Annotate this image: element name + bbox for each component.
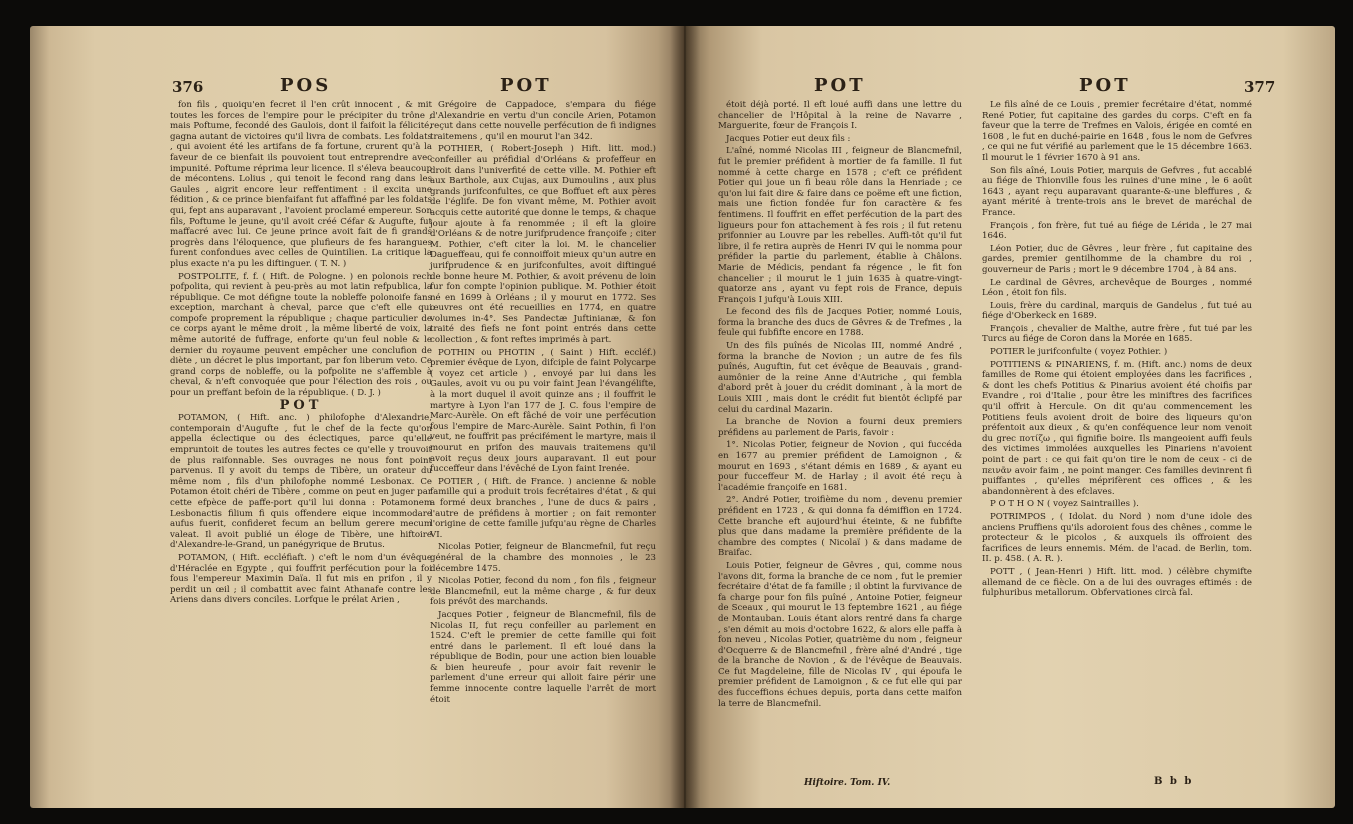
entry-text: Léon Potier, duc de Gêvres , leur frère , fut capitaine des gardes, premier gentilhomme de la chambre du roi , gouverneur de Paris ; mort le 9 décembre 1704 , à 84 ans. xyxy=(982,243,1252,275)
entry-text: Grégoire de Cappadoce, s'empara du fiége d'Alexandrie en vertu d'un concile Arien, Potamon reçut dans cette nouvelle perfécution de fi indignes traitemens , qu'il en mourut l'an 342. xyxy=(430,100,656,142)
entry-text: Jacques Potier eut deux fils : xyxy=(726,133,851,144)
entry-pothon: P O T H O N ( voyez Saintrailles ). xyxy=(990,499,1139,510)
entry-postpolite: POSTPOLITE, f. f. ( Hift. de Pologne. ) en polonois rech pofpolita, qui revient à peu-près au mot latin refpublica, la république. Ce mot défigne toute la nobleffe polonoife fans exception, marchant à cheval, parce que c'eft elle qui compofe proprement la république ; chaque particulier de ce corps ayant le même droit , la même liberté de voix, la même autorité de fuffrage, enforte qu'un feul noble & le dernier du royaume peuvent empêcher une conclufion de diète , un décret le plus important, par fon liberum veto. Ce grand corps de nobleffe, ou la pofpolite ne s'affemble à cheval, & n'eft convoquée que pour l'élection des rois , ou pour un preffant befoin de la république. ( D. J. ) xyxy=(170,271,432,399)
left-column-1 xyxy=(170,100,432,608)
entry-text: Louis, frère du cardinal, marquis de Gandelus , fut tué au fiége d'Oberkeck en 1689. xyxy=(982,300,1252,322)
right-page-header xyxy=(684,72,1335,98)
entry-text: Le cardinal de Gêvres, archevêque de Bourges , nommé Léon , étoit fon fils. xyxy=(982,277,1252,299)
entry-text: L'aîné, nommé Nicolas III , feigneur de Blancmefnil, fut le premier préfident à mortier de fa famille. Il fut nommé à cette charge en 1578 ; c'eft ce préfident Potier qui joue un fi beau rôle dans la Henriade ; ce qu'on lui fait dire & faire dans ce poëme eft une fiction, mais une fiction fondée fur fon caractère & fes fentimens. Il fouffrit en effet perfécution de la part des ligueurs pour fon attachement à fes rois ; il fut retenu prifonnier au Louvre par les rebelles. Auffi-tôt qu'il fut libre, il fe retira auprès de Henri IV qui le nomma pour préfider la partie du parlement, établie à Châlons. Marie de Médicis, pendant fa régence , le fit fon chancelier ; il mourut le 1 juin 1635 à quatre-vingt-quatorze ans , ayant vu fept rois de France, depuis François I jufqu'à Louis XIII. xyxy=(718,146,962,305)
entry-text: Nicolas Potier, fecond du nom , fon fils , feigneur de Blancmefnil, eut la même charge , & fur deux fois prévôt des marchands. xyxy=(430,576,656,608)
entry-pothin: POTHIN ou PHOTIN , ( Saint ) Hift. eccléf.) premier évêque de Lyon, difciple de faint Polycarpe ( voyez cet article ) , envoyé par lui dans les Gaules, avoit vu ou pu voir faint Jean l'évangélifte, à la mort duquel il avoit quinze ans ; il fouffrit le martyre à Lyon l'an 177 de J. C. fous l'empire de Marc-Aurèle. On eft fâché de voir une perfécution fous l'empire de Marc-Aurèle. Saint Pothin, fi l'on veut, ne fouffrit pas précifément le martyre, mais il mourut en prifon des mauvais traitemens qu'il avoit reçus deux jours auparavant. Il eut pour fucceffeur dans l'évêché de Lyon faint Irenée. xyxy=(430,347,656,475)
running-head: POT xyxy=(814,75,866,96)
page-number: 377 xyxy=(1244,78,1276,96)
entry-text: Un des fils puînés de Nicolas III, nommé André , forma la branche de Novion ; un autre de fes fils puînés, Auguftin, fut cet évêque de Beauvais , grand-aumônier de la reine Anne d'Autriche , qui fembla d'abord prêt à jouer du crédit dominant , à la mort de Louis XIII , mais dont le crédit fut bientôt éclipfé par celui du cardinal Mazarin. xyxy=(718,341,962,415)
entry-text: 1°. Nicolas Potier, feigneur de Novion , qui fuccéda en 1677 au premier préfident de Lamoignon , & mourut en 1693 , s'étant démis en 1689 , & ayant eu pour fucceffeur M. de Harlay ; il avoit été reçu à l'académie françoife en 1681. xyxy=(718,440,962,493)
running-head: POS xyxy=(280,75,332,96)
entry-potitiens: POTITIENS & PINARIENS, f. m. (Hift. anc.) noms de deux familles de Rome qui étoient employées dans les facrifices , & dont les chefs Potitius & Pinarius avoient été choifis par Evandre , roi d'Italie , pour être les miniftres des facrifices qu'il offrit à Hercule. On dit qu'au commencement les Potitiens feuls avoient droit de boire des liqueurs qu'on préfentoit aux dieux , & qu'en conféquence leur nom venoit du grec ποτίζω , qui fignifie boire. Ils mangeoient auffi feuls des victimes immolées auxquelles les Pinariens n'avoient point de part : ce qui fait qu'on tire le nom de ceux - ci de πεινᾶν avoir faim , ne point manger. Ces familles devinrent fi puiffantes , qu'elles méprifèrent ces offices , & les abandonnèrent à des efclaves. xyxy=(982,359,1252,497)
entry-text: Louis Potier, feigneur de Gêvres , qui, comme nous l'avons dit, forma la branche de ce nom , fut le premier fecrétaire d'état de fa famille ; il obtint la furvivance de fa charge pour fon fils puîné , Antoine Potier, feigneur de Sceaux , qui mourut le 13 feptembre 1621 , au fiége de Montauban. Louis étant alors rentré dans fa charge , s'en démit au mois d'octobre 1622, & alors elle paffa à fon neveu , Nicolas Potier, quatrième du nom , feigneur d'Ocquerre & de Blancmefnil , frère aîné d'André , tige de la branche de Novion , & de l'évêque de Beauvais. Ce fut Magdeleine, fille de Nicolas IV , qui époufa le premier préfident de Lamoignon , & ce fut elle qui par des fucceffions échues depuis, porta dans cette maifon la terre de Blancmefnil. xyxy=(718,560,962,709)
running-head-col2: POT xyxy=(500,75,552,96)
section-heading: POT xyxy=(279,397,323,413)
entry-pothier: POTHIER, ( Robert-Joseph ) Hift. litt. mod.) confeiller au préfidial d'Orléans & profeffeur en droit dans l'univerfité de cette ville. M. Pothier eft aux Barthole, aux Cujas, aux Dumoulins , aux plus grands jurifconfultes, ce que Boffuet eft aux pères de l'églife. De fon vivant même, M. Pothier avoit acquis cette autorité que donne le temps, & chaque jour ajoute à fa renommée ; il eft la gloire d'Orléans & de notre jurifprudence françoife ; citer M. Pothier, c'eft citer la loi. M. le chancelier Dagueffeau, qui fe connoiffoit mieux qu'un autre en jurifprudence & en jurifconfultes, avoit diftingué de bonne heure M. Pothier, & avoit prévenu de loin fur fon compte l'opinion publique. M. Pothier étoit né en 1699 à Orléans ; il y mourut en 1772. Ses œuvres ont été recueillies en 1774, en quatre volumes in-4°. Ses Pandectæ Juftinianæ, & fon traité des fiefs ne font point entrés dans cette collection , & font reftes imprimés à part. xyxy=(430,144,656,346)
volume-footer: Hiftoire. Tom. IV. xyxy=(804,778,891,788)
entry-text: étoit déjà porté. Il eft loué auffi dans une lettre du chancelier de l'Hôpital à la reine de Navarre , Marguerite, fœur de François I. xyxy=(718,100,962,132)
running-head-col2: POT xyxy=(1079,75,1131,96)
entry-text: Le fils aîné de ce Louis , premier fecrétaire d'état, nommé René Potier, fut capitaine des gardes du corps. C'eft en fa faveur que la terre de Trefmes en Valois, érigée en comté en 1608 , le fut en duché-pairie en 1648 , fous le nom de Gefvres , ce qui ne fut vérifié au parlement que le 15 décembre 1663. Il mourut le 1 février 1670 à 91 ans. xyxy=(982,100,1252,163)
entry-potrimpos: POTRIMPOS , ( Idolat. du Nord ) nom d'une idole des anciens Pruffiens qu'ils adoroient fous des chênes , comme le protecteur & le picolos , & auxquels ils offroient des facrifices de leurs ennemis. Mém. de l'acad. de Berlin, tom. II. p. 458. ( A. R. ). xyxy=(982,511,1252,565)
left-column-2 xyxy=(430,100,656,707)
left-page xyxy=(30,26,684,808)
entry-text: La branche de Novion a fourni deux premiers préfidens au parlement de Paris, favoir : xyxy=(718,417,962,438)
entry-potier-jurisconsulte: POTIER le jurifconfulte ( voyez Pothier. ) xyxy=(990,347,1168,358)
right-column-2 xyxy=(982,100,1252,601)
entry-potamon-2: POTAMON, ( Hift. eccléfiaft. ) c'eft le nom d'un évêque d'Héraclée en Egypte , qui fouffrit perfécution pour la foi fous l'empereur Maximin Daïa. Il fut mis en prifon , il y perdit un œil ; il combattit avec faint Athanafe contre les Ariens dans divers conciles. Lorfque le prélat Arien , xyxy=(170,552,432,606)
page-number: 376 xyxy=(172,78,204,96)
entry-text: Son fils aîné, Louis Potier, marquis de Gefvres , fut accablé au fiége de Thionville fous les ruines d'une mine , le 6 août 1643 , ayant reçu auparavant quarante-&-une bleffures , & ayant mérité à trente-trois ans le brevet de maréchal de France. xyxy=(982,165,1252,218)
entry-text: fon fils , quoiqu'en fecret il l'en crût innocent , & mit toutes les forces de l'empire pour le précipiter du trône ; mais Poftume, fecondé des Gaulois, dont il faifoit la félicité, gagna autant de victoires qu'il livra de combats. Les foldats , qui avoient été les artifans de fa fortune, crurent qu'à la faveur de ce bienfait ils pouvoient tout entreprendre avec impunité. Poftume réprima leur licence. Il s'éleva beaucoup de mécontens. Lolius , qui tenoit le fecond rang dans les Gaules , aigrit encore leur reffentiment : il excita une fédition , & ce prince bienfaifant fut affaffiné par les foldats qui, fept ans auparavant , l'avoient proclamé empereur. Son fils, Poftume le jeune, qu'il avoit créé Céfar & Augufte, fut maffacré avec lui. Ce jeune prince avoit fait de fi grands progrès dans l'éloquence, que plufieurs de fes harangues furent confondues avec celles de Quintilien. La critique la plus exacte n'a pu les diftinguer. ( T. N. ) xyxy=(170,100,432,269)
entry-text: Le fecond des fils de Jacques Potier, nommé Louis, forma la branche des ducs de Gêvres & de Trefmes , la feule qui fubfifte encore en 1788. xyxy=(718,307,962,339)
entry-text: François , fon frère, fut tué au fiége de Lérida , le 27 mai 1646. xyxy=(982,220,1252,242)
right-column-1 xyxy=(718,100,962,711)
entry-text: 2°. André Potier, troifième du nom , devenu premier préfident en 1723 , & qui donna fa démiffion en 1724. Cette branche eft aujourd'hui éteinte, & ne fubfifte plus que dans madame la première préfidente de la chambre des comptes ( Nicolaï ) & dans madame de Braifac. xyxy=(718,495,962,559)
signature-mark: B b b xyxy=(1154,776,1194,787)
entry-pott: POTT , ( Jean-Henri ) Hift. litt. mod. ) célèbre chymifte allemand de ce fiècle. On a de lui des ouvrages eftimés : de fulphuribus metallorum. Obfervationes circà fal. xyxy=(982,566,1252,599)
book-spread xyxy=(30,14,1335,816)
left-page-header xyxy=(30,72,684,98)
right-page xyxy=(684,26,1335,808)
entry-text: Jacques Potier , feigneur de Blancmefnil, fils de Nicolas II, fut reçu confeiller au parlement en 1524. C'eft le premier de cette famille qui foit entré dans le parlement. Il eft loué dans la république de Bodin, pour une action bien louable & bien heureufe , pour avoir fait revenir le parlement d'une erreur qui alloit faire périr une femme innocente contre laquelle l'arrêt de mort étoit xyxy=(430,609,656,705)
entry-text: François , chevalier de Malthe, autre frère , fut tué par les Turcs au fiége de Coron dans la Morée en 1685. xyxy=(982,323,1252,345)
entry-potamon-1: POTAMON, ( Hift. anc. ) philofophe d'Alexandrie, contemporain d'Augufte , fut le chef de la fecte qu'on appella éclectique ou des éclectiques, parce qu'elle empruntoit de toutes les autres fectes ce qu'elle y trouvoit de plus raifonnable. Ses ouvrages ne nous font point parvenus. Il y avoit du temps de Tibère, un orateur du même nom , fils d'un philofophe nommé Lesbonax. Ce Potamon étoit chéri de Tibère , comme on peut en juger par cette efpèce de paffe-port qu'il lui donna : Potamonem Lesbonactis filium fi quis offendere eique incommodare aufus fuerit, confideret fecum an bellum gerere mecum valeat. Il avoit publié un éloge de Tibère, une hiftoire d'Alexandre-le-Grand, un panégyrique de Brutus. xyxy=(170,413,432,551)
entry-text: Nicolas Potier, feigneur de Blancmefnil, fut reçu général de la chambre des monnoies , le 23 décembre 1475. xyxy=(430,542,656,574)
entry-potier: POTIER , ( Hift. de France. ) ancienne & noble famille qui a produit trois fecrétaires d'état , & qui a formé deux branches , l'une de ducs & pairs , l'autre de préfidens à mortier ; on fait remonter l'origine de cette famille jufqu'au règne de Charles VI. xyxy=(430,476,656,540)
